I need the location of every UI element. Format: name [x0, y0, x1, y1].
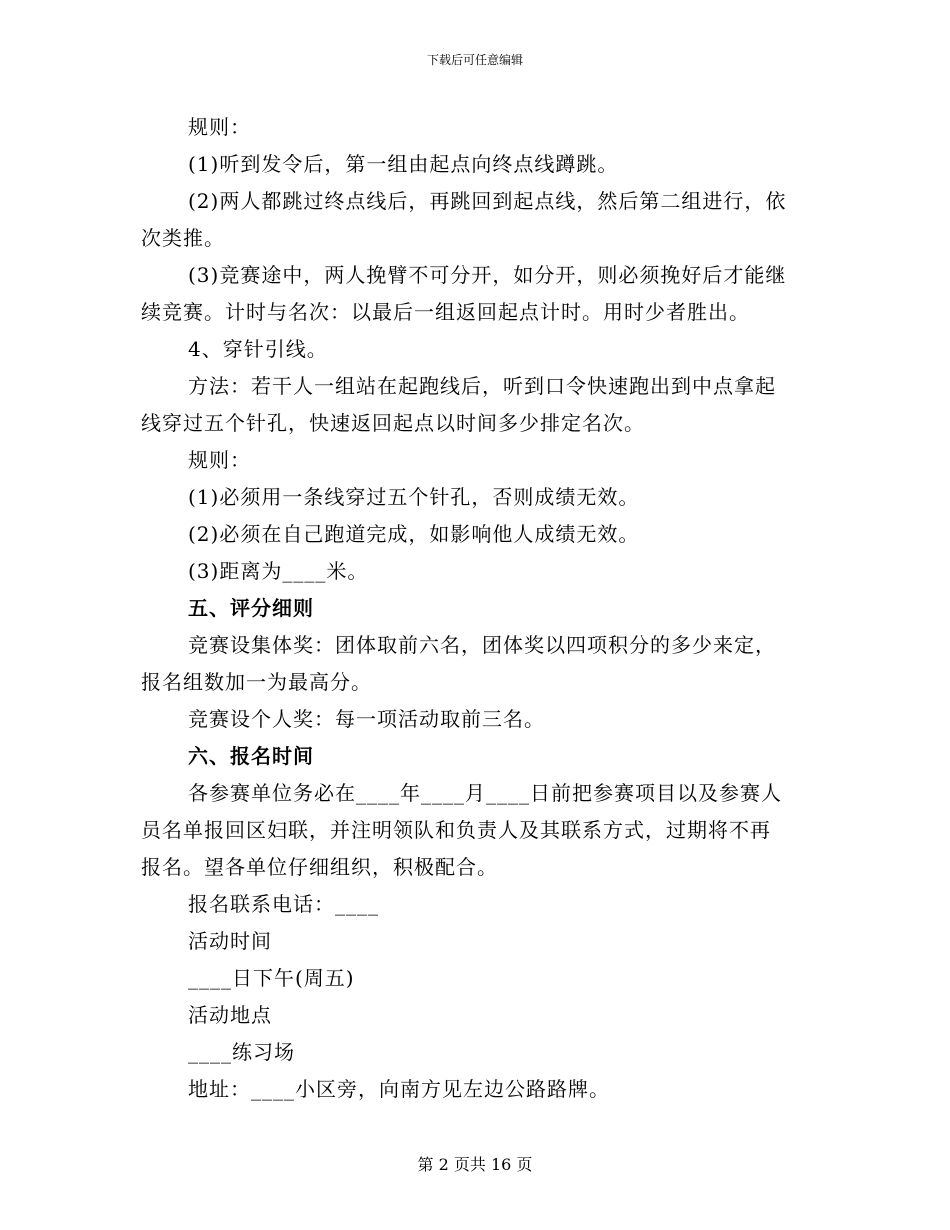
paragraph-activity-place-label: 活动地点: [188, 1003, 272, 1027]
paragraph-rule-2: (2)两人都跳过终点线后，再跳回到起点线，然后第二组进行，依: [188, 189, 787, 213]
paragraph-rule-1b: (1)必须用一条线穿过五个针孔，否则成绩无效。: [188, 485, 640, 509]
paragraph-rule-3-cont: 续竞赛。计时与名次：以最后一组返回起点计时。用时少者胜出。: [141, 300, 750, 324]
paragraph-method-cont: 线穿过五个针孔，快速返回起点以时间多少排定名次。: [141, 411, 645, 435]
paragraph-individual-award: 竞赛设个人奖：每一项活动取前三名。: [188, 707, 545, 731]
paragraph-registration-cont-1: 员名单报回区妇联，并注明领队和负责人及其联系方式，过期将不再: [141, 818, 771, 842]
paragraph-contact-phone: 报名联系电话：____: [188, 892, 379, 916]
paragraph-item-4: 4、穿针引线。: [188, 337, 328, 361]
paragraph-rule-1: (1)听到发令后，第一组由起点向终点线蹲跳。: [188, 152, 619, 176]
paragraph-activity-time: ____日下午(周五): [188, 966, 355, 990]
paragraph-registration: 各参赛单位务必在____年____月____日前把参赛项目以及参赛人: [188, 781, 782, 805]
paragraph-rules-heading-2: 规则：: [188, 448, 251, 472]
section-heading-scoring: 五、评分细则: [188, 596, 314, 620]
paragraph-team-award: 竞赛设集体奖：团体取前六名，团体奖以四项积分的多少来定，: [188, 633, 776, 657]
paragraph-method: 方法：若干人一组站在起跑线后，听到口令快速跑出到中点拿起: [188, 374, 776, 398]
paragraph-rule-2-cont: 次类推。: [141, 226, 225, 250]
paragraph-rule-2b: (2)必须在自己跑道完成，如影响他人成绩无效。: [188, 522, 640, 546]
paragraph-address: 地址：____小区旁，向南方见左边公路路牌。: [188, 1077, 610, 1101]
section-heading-registration: 六、报名时间: [188, 744, 314, 768]
paragraph-rule-3b: (3)距离为____米。: [188, 559, 369, 583]
paragraph-team-award-cont: 报名组数加一为最高分。: [141, 670, 372, 694]
paragraph-registration-cont-2: 报名。望各单位仔细组织，积极配合。: [141, 855, 498, 879]
paragraph-activity-time-label: 活动时间: [188, 929, 272, 953]
page-footer: 第 2 页共 16 页: [417, 1155, 533, 1174]
paragraph-activity-place: ____练习场: [188, 1040, 295, 1064]
paragraph-rules-heading: 规则：: [188, 115, 251, 139]
paragraph-rule-3: (3)竞赛途中，两人挽臂不可分开，如分开，则必须挽好后才能继: [188, 263, 787, 287]
page-header: 下载后可任意编辑: [426, 53, 523, 67]
